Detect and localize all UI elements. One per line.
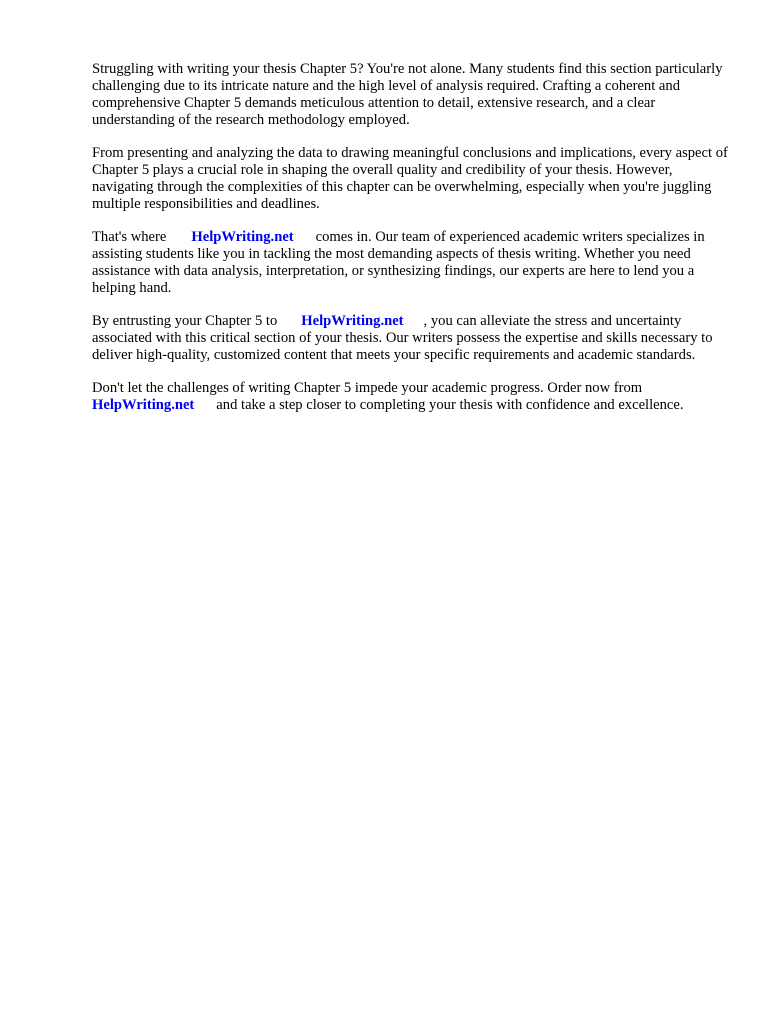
- helpwriting-link[interactable]: HelpWriting.net: [92, 397, 195, 413]
- paragraph-service-intro: [92, 229, 732, 297]
- paragraph-entrusting: [92, 313, 732, 364]
- paragraph-service-intro-lead: That's where: [92, 229, 167, 245]
- paragraph-chapter-importance: [92, 145, 732, 213]
- paragraph-entrusting-lead: By entrusting your Chapter 5 to: [92, 313, 278, 329]
- paragraph-call-to-action-lead: Don't let the challenges of writing Chapter 5 impede your academic progress. Order now from: [92, 380, 643, 396]
- paragraph-call-to-action-rest: and take a step closer to completing your thesis with confidence and excellence.: [216, 397, 684, 413]
- helpwriting-link[interactable]: HelpWriting.net: [191, 229, 294, 245]
- helpwriting-link[interactable]: HelpWriting.net: [301, 313, 404, 329]
- paragraph-call-to-action: [92, 380, 732, 414]
- document-body: [92, 61, 732, 430]
- paragraph-service-intro-rest: comes in. Our team of experienced academic writers specializes in assisting students like you in tackling the most demanding aspects of thesis writing. Whether you need assistance with data analysis, interpretation, or synthesizing findings, our experts are here to lend you a helping hand.: [92, 229, 705, 296]
- paragraph-intro-text: Struggling with writing your thesis Chapter 5? You're not alone. Many students find this section particularly challenging due to its intricate nature and the high level of analysis required. Crafting a coherent and comprehensive Chapter 5 demands meticulous attention to detail, extensive research, and a clear understanding of the research methodology employed.: [92, 61, 723, 128]
- paragraph-chapter-importance-text: From presenting and analyzing the data to drawing meaningful conclusions and implications, every aspect of Chapter 5 plays a crucial role in shaping the overall quality and credibility of your thesis. However, navigating through the complexities of this chapter can be overwhelming, especially when you're juggling multiple responsibilities and deadlines.: [92, 145, 728, 212]
- paragraph-entrusting-rest: , you can alleviate the stress and uncertainty associated with this critical section of your thesis. Our writers possess the expertise and skills necessary to deliver high-quality, customized content that meets your specific requirements and academic standards.: [92, 313, 713, 363]
- paragraph-intro: [92, 61, 732, 129]
